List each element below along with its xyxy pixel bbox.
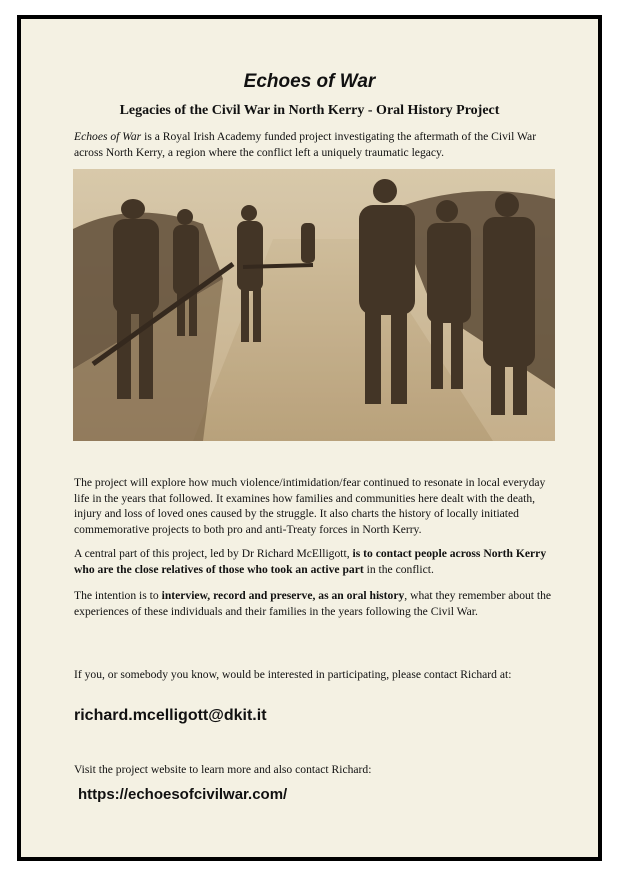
project-paragraph: The project will explore how much violence/intimidation/fear continued to resonate in local everyday life in the years that followed. It examines how families and communities here dealt with the death, injury and loss of loved ones caused by the struggle. It also charts the history of locally initiated commemorative projects to both pro and anti-Treaty forces in North Kerry. — [74, 476, 546, 536]
intention-paragraph — [74, 588, 558, 619]
central-part-paragraph — [74, 546, 558, 577]
historic-photo — [73, 169, 555, 441]
poster — [17, 15, 602, 861]
photo-illustration — [73, 169, 555, 441]
intention-text-b: , what they remember about the experiences of these individuals and their families in the years following the Civil War. — [74, 589, 552, 618]
central-part-text-a: A central part of this project, led by Dr Richard McElligott, — [74, 547, 353, 560]
intro-text: is a Royal Irish Academy funded project investigating the aftermath of the Civil War across North Kerry, a region where the conflict left a uniquely traumatic legacy. — [74, 130, 537, 159]
intro-italic-lead: Echoes of War — [74, 130, 142, 143]
central-part-bold: is to contact people across North Kerry who are the close relatives of those who took an active part — [74, 547, 547, 576]
contact-prompt: If you, or somebody you know, would be interested in participating, please contact Richard at: — [74, 668, 512, 681]
contact-email-link[interactable]: richard.mcelligott@dkit.it — [74, 707, 267, 724]
project-website-link[interactable]: https://echoesofcivilwar.com/ — [78, 786, 288, 803]
intro-paragraph — [74, 129, 558, 160]
page-title: Echoes of War — [243, 71, 376, 92]
page-subtitle: Legacies of the Civil War in North Kerry - Oral History Project — [119, 103, 500, 118]
intention-text-a: The intention is to — [74, 589, 162, 602]
website-prompt: Visit the project website to learn more and also contact Richard: — [74, 763, 372, 776]
intention-bold: interview, record and preserve, as an oral history — [161, 589, 405, 602]
central-part-text-b: in the conflict. — [363, 562, 434, 576]
